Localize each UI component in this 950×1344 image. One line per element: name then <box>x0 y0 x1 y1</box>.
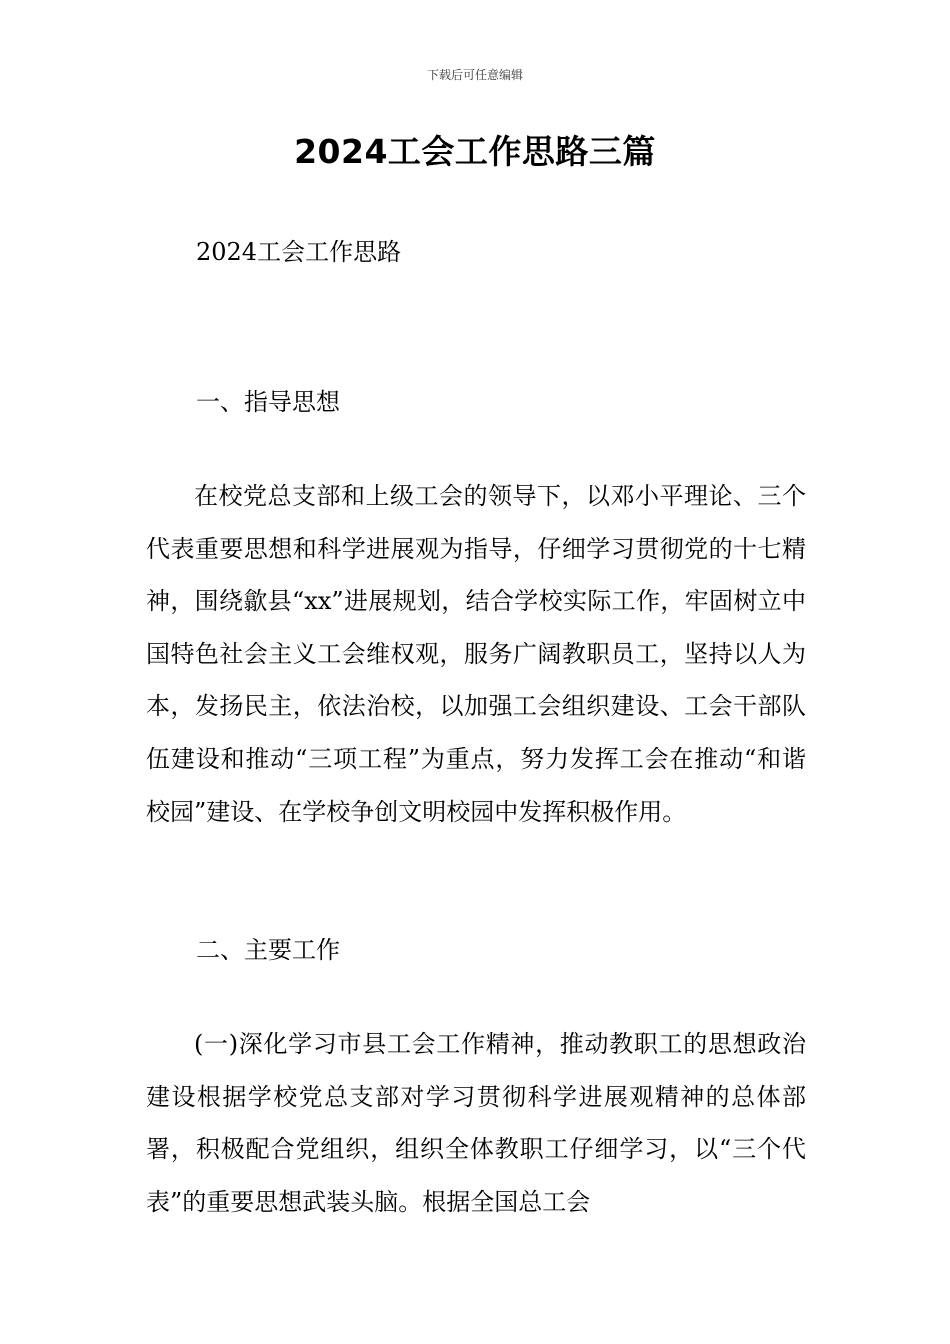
paragraph-guiding-thought: 在校党总支部和上级工会的领导下，以邓小平理论、三个代表重要思想和科学进展观为指导，仔细学习贯彻党的十七精神，围绕歙县“xx”进展规划，结合学校实际工作，牢固树立中国特色社会主义工会维权观，服务广阔教职员工，坚持以人为本，发扬民主，依法治校，以加强工会组织建设、工会干部队伍建设和推动“三项工程”为重点，努力发挥工会在推动“和谐校园”建设、在学校争创文明校园中发挥积极作用。 <box>146 482 806 826</box>
document-subtitle: 2024工会工作思路 <box>196 238 402 266</box>
section-heading-guiding-thought: 一、指导思想 <box>196 388 340 416</box>
section-heading-main-work: 二、主要工作 <box>196 936 340 964</box>
header-note: 下载后可任意编辑 <box>426 68 523 82</box>
document-title: 2024工会工作思路三篇 <box>294 132 656 171</box>
paragraph-main-work: (一)深化学习市县工会工作精神，推动教职工的思想政治建设根据学校党总支部对学习贯彻科学进展观精神的总体部署，积极配合党组织，组织全体教职工仔细学习，以“三个代表”的重要思想武装头脑。根据全国总工会 <box>146 1030 806 1216</box>
